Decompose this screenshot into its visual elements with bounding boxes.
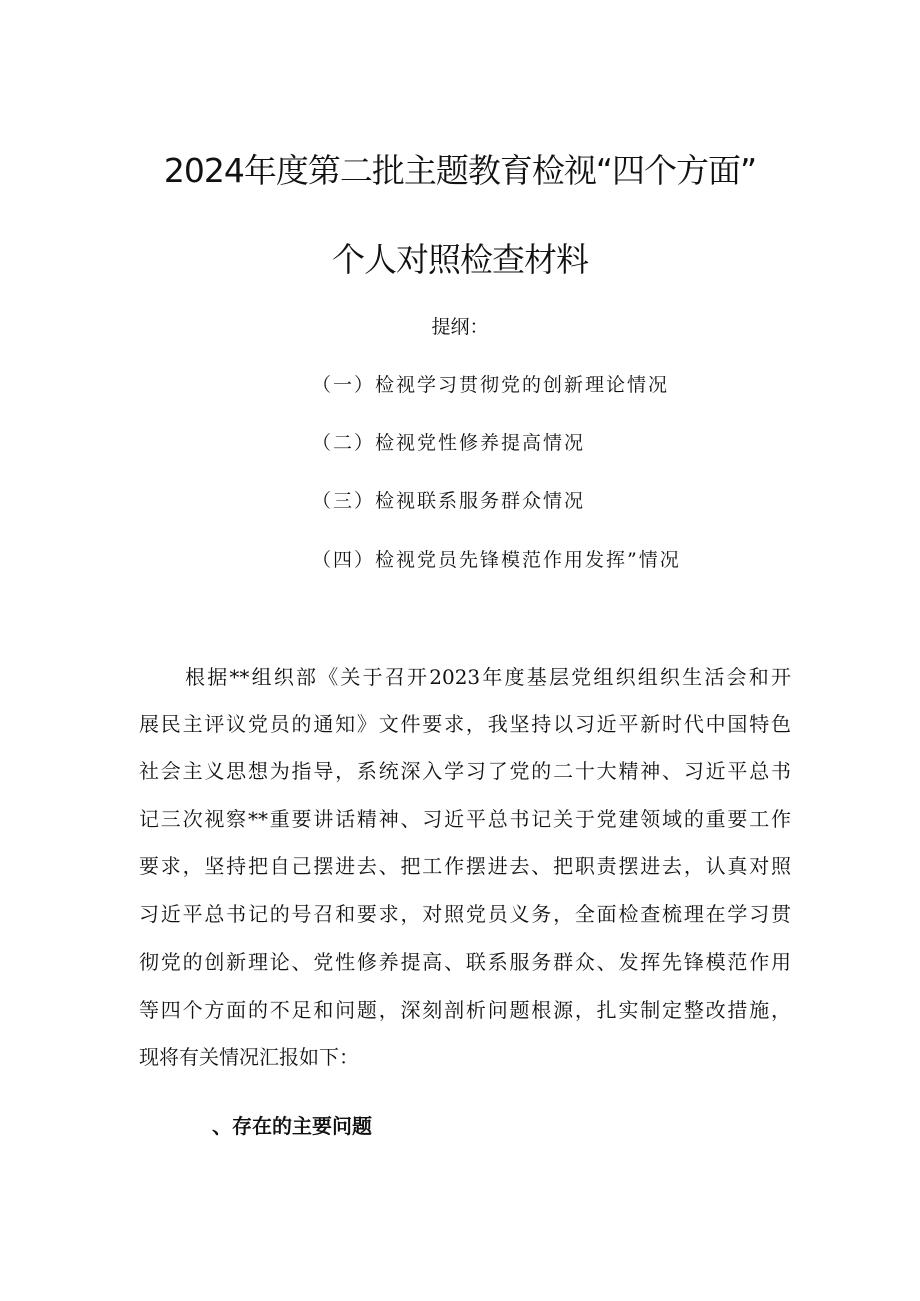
document-title-line-2: 个人对照检查材料	[332, 240, 588, 279]
outline-item-2: （二）检视党性修养提高情况	[312, 432, 586, 454]
document-title-line-1: 2024年度第二批主题教育检视“四个方面”	[163, 151, 757, 190]
outline-label: 提纲：	[431, 316, 489, 338]
section-heading: 、存在的主要问题	[212, 1114, 372, 1138]
body-paragraph-line: 展民主评议党员的通知》文件要求，我坚持以习近平新时代中国特色	[139, 712, 791, 736]
body-paragraph-line: 记三次视察**重要讲话精神、习近平总书记关于党建领域的重要工作	[139, 807, 791, 831]
body-paragraph-line: 彻党的创新理论、党性修养提高、联系服务群众、发挥先锋模范作用	[139, 950, 791, 974]
body-paragraph-line: 现将有关情况汇报如下：	[139, 1045, 359, 1069]
body-paragraph-line: 根据**组织部《关于召开2023年度基层党组织组织生活会和开	[185, 665, 791, 689]
outline-item-1: （一）检视学习贯彻党的创新理论情况	[312, 374, 670, 396]
body-paragraph-line: 要求，坚持把自己摆进去、把工作摆进去、把职责摆进去，认真对照	[139, 854, 791, 878]
outline-item-4: （四）检视党员先锋模范作用发挥”情况	[312, 549, 681, 571]
body-paragraph-line: 习近平总书记的号召和要求，对照党员义务，全面检查梳理在学习贯	[139, 902, 791, 926]
outline-item-3: （三）检视联系服务群众情况	[312, 490, 586, 512]
body-paragraph-line: 等四个方面的不足和问题，深刻剖析问题根源，扎实制定整改措施，	[139, 998, 791, 1022]
body-paragraph-line: 社会主义思想为指导，系统深入学习了党的二十大精神、习近平总书	[139, 759, 791, 783]
